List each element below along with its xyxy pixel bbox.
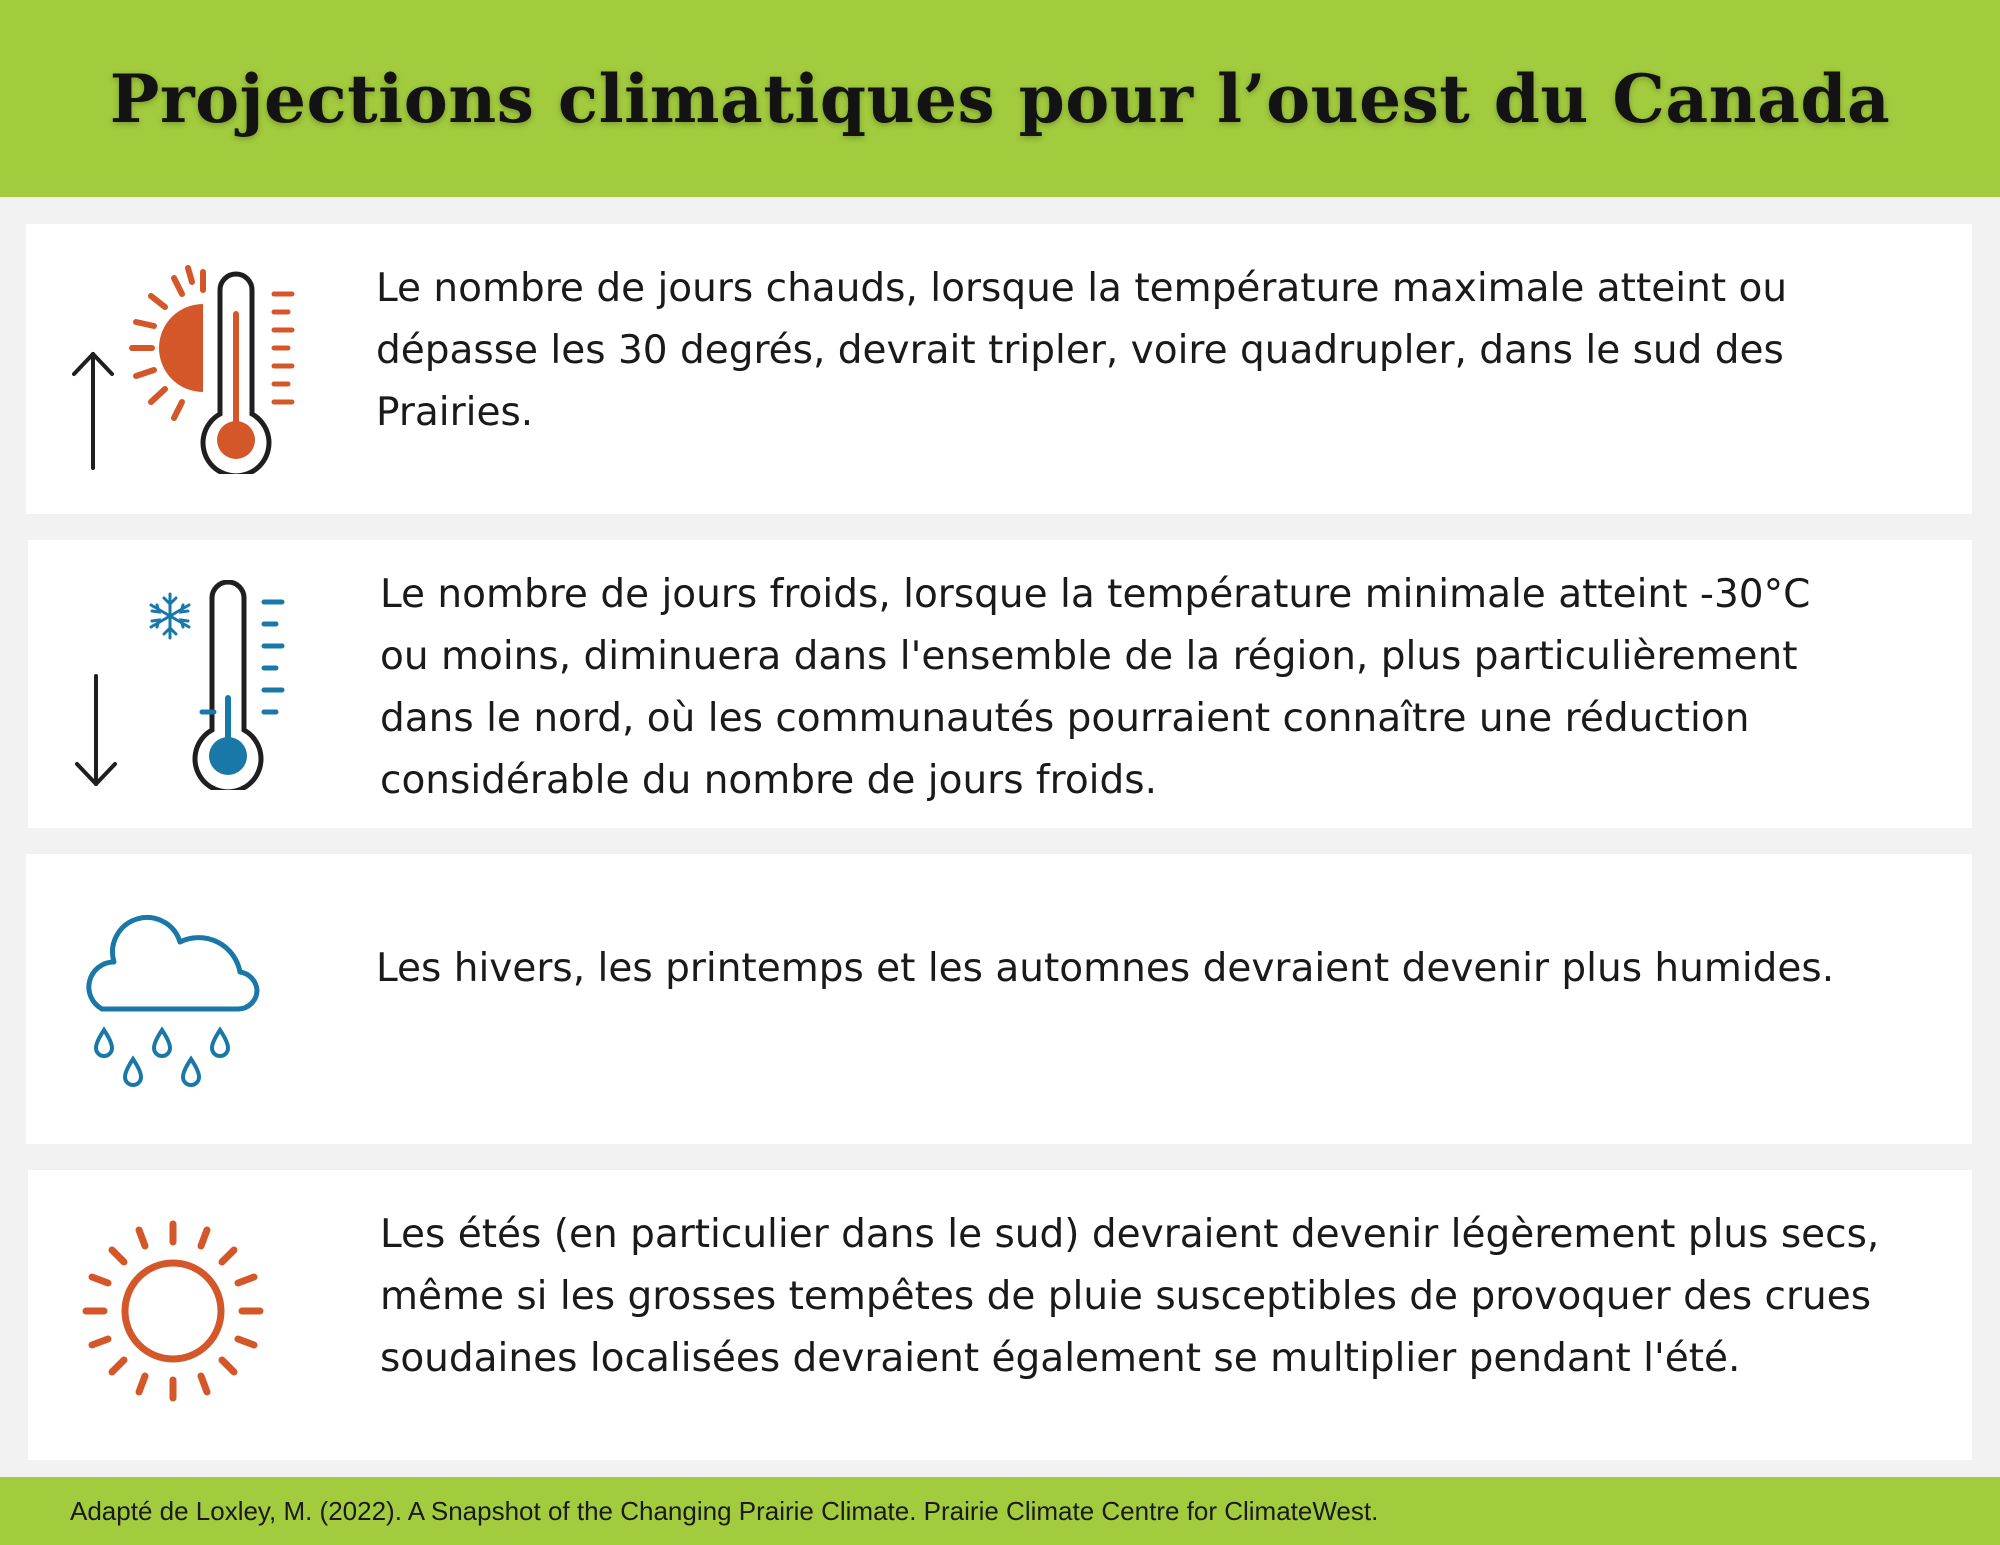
card-wetter-seasons-text: Les hivers, les printemps et les automnes devraient devenir plus humides. bbox=[376, 946, 1835, 991]
source-citation: Adapté de Loxley, M. (2022). A Snapshot of the Changing Prairie Climate. Prairie Climate Centre for ClimateWest. bbox=[70, 1496, 1379, 1526]
rain-cloud-icon bbox=[72, 904, 272, 1104]
card-hot-days bbox=[26, 224, 1972, 514]
hot-thermometer-sun-up-arrow-icon bbox=[66, 264, 306, 474]
page-title: Projections climatiques pour l’ouest du Canada bbox=[109, 59, 1891, 138]
sun-icon bbox=[78, 1216, 268, 1406]
footer-banner bbox=[0, 1477, 2000, 1545]
card-wetter-seasons bbox=[26, 854, 1972, 1144]
card-hot-days-text: Le nombre de jours chauds, lorsque la température maximale atteint ou dépasse les 30 degrés, devrait tripler, voire quadrupler, dans le sud des Prairies. bbox=[376, 266, 1788, 435]
card-drier-summers-text: Les étés (en particulier dans le sud) devraient devenir légèrement plus secs, même si les grosses tempêtes de pluie susceptibles de provoquer des crues soudaines localisées devraient également se multiplier pendant l'été. bbox=[380, 1212, 1880, 1381]
cold-thermometer-snowflake-down-arrow-icon bbox=[64, 580, 304, 790]
card-drier-summers bbox=[28, 1170, 1972, 1460]
card-cold-days-text: Le nombre de jours froids, lorsque la température minimale atteint -30°C ou moins, diminuera dans l'ensemble de la région, plus particulièrement dans le nord, où les communautés pourraient connaître une réduction considérable du nombre de jours froids. bbox=[380, 572, 1811, 803]
header-banner bbox=[0, 0, 2000, 197]
card-cold-days bbox=[28, 540, 1972, 828]
